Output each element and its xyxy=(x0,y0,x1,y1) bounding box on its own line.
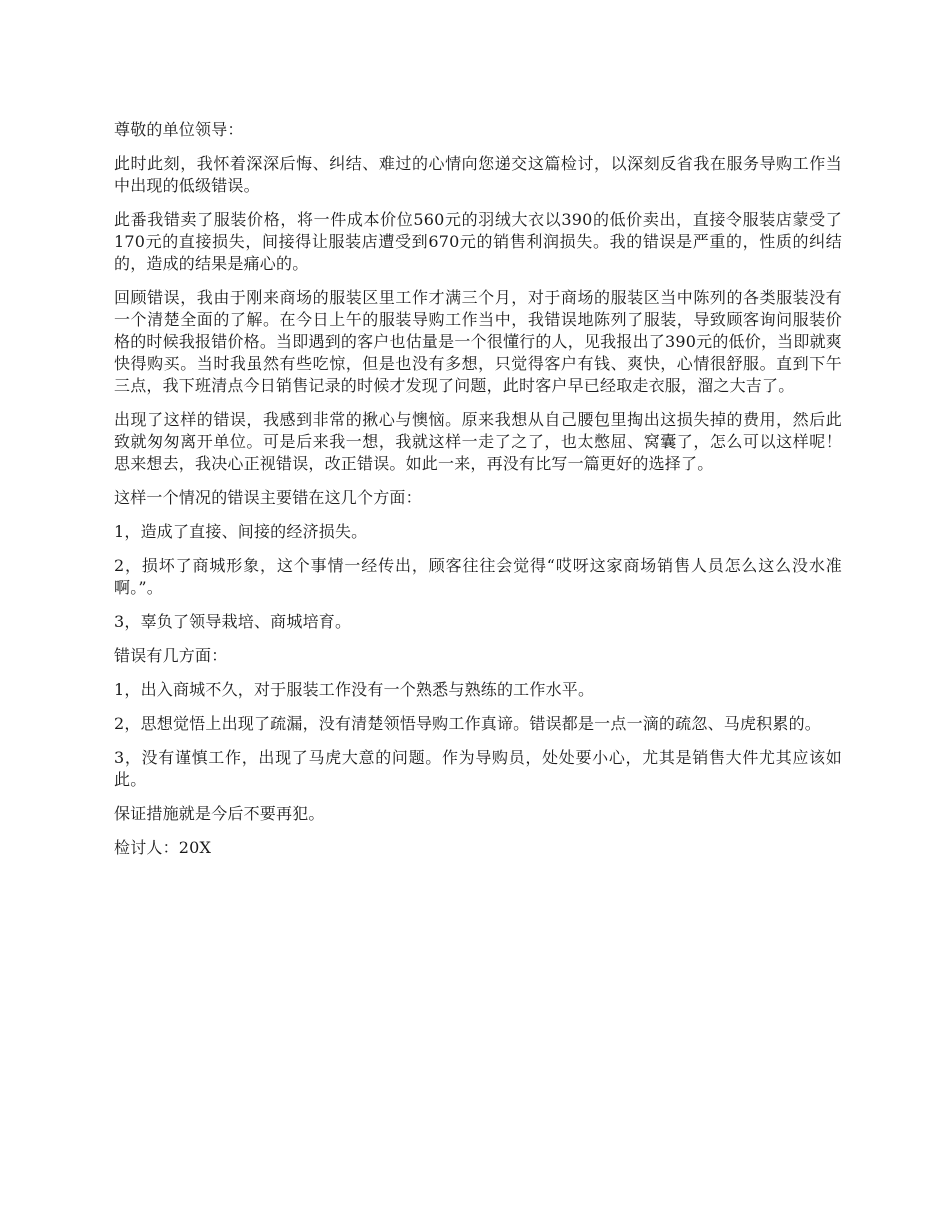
list-item: 3，辜负了领导栽培、商城培育。 xyxy=(114,612,352,631)
list-item: 1，造成了直接、间接的经济损失。 xyxy=(114,522,368,541)
paragraph-review: 回顾错误，我由于刚来商场的服装区里工作才满三个月，对于商场的服装区当中陈列的各类服装没有一个清楚全面的了解。在今日上午的服装导购工作当中，我错误地陈列了服装，导致顾客询问服装价格的时候我报错价格。当即遇到的客户也估量是一个很懂行的人，见我报出了390元的低价，当即就爽快得购买。当时我虽然有些吃惊，但是也没有多想，只觉得客户有钱、爽快，心情很舒服。直到下午三点，我下班清点今日销售记录的时候才发现了问题，此时客户早已经取走衣服，溜之大吉了。 xyxy=(114,288,842,395)
list-item: 2，思想觉悟上出现了疏漏，没有清楚领悟导购工作真谛。错误都是一点一滴的疏忽、马虎积累的。 xyxy=(114,714,821,733)
paragraph-guarantee: 保证措施就是今后不要再犯。 xyxy=(114,804,325,823)
signature: 检讨人：20X xyxy=(114,838,212,857)
salutation: 尊敬的单位领导： xyxy=(114,120,244,139)
list-item: 2，损坏了商城形象，这个事情一经传出，顾客往往会觉得“哎呀这家商场销售人员怎么这么没水准啊。”。 xyxy=(114,556,842,597)
paragraph-causes-heading: 错误有几方面： xyxy=(114,646,228,665)
paragraph-incident: 此番我错卖了服装价格，将一件成本价位560元的羽绒大衣以390的低价卖出，直接令服装店蒙受了170元的直接损失，间接得让服装店遭受到670元的销售利润损失。我的错误是严重的，性质的纠结的，造成的结果是痛心的。 xyxy=(114,210,842,273)
list-item: 1，出入商城不久，对于服装工作没有一个熟悉与熟练的工作水平。 xyxy=(114,680,595,699)
list-item: 3，没有谨慎工作，出现了马虎大意的问题。作为导购员，处处要小心，尤其是销售大件尤其应该如此。 xyxy=(114,748,842,789)
paragraph-reflection: 出现了这样的错误，我感到非常的揪心与懊恼。原来我想从自己腰包里掏出这损失掉的费用，然后此致就匆匆离开单位。可是后来我一想，我就这样一走了之了，也太憋屈、窝囊了，怎么可以这样呢！思来想去，我决心正视错误，改正错误。如此一来，再没有比写一篇更好的选择了。 xyxy=(114,410,842,473)
document-body xyxy=(114,119,842,871)
paragraph-aspects-heading: 这样一个情况的错误主要错在这几个方面： xyxy=(114,488,422,507)
paragraph-intro: 此时此刻，我怀着深深后悔、纠结、难过的心情向您递交这篇检讨，以深刻反省我在服务导购工作当中出现的低级错误。 xyxy=(114,154,842,195)
